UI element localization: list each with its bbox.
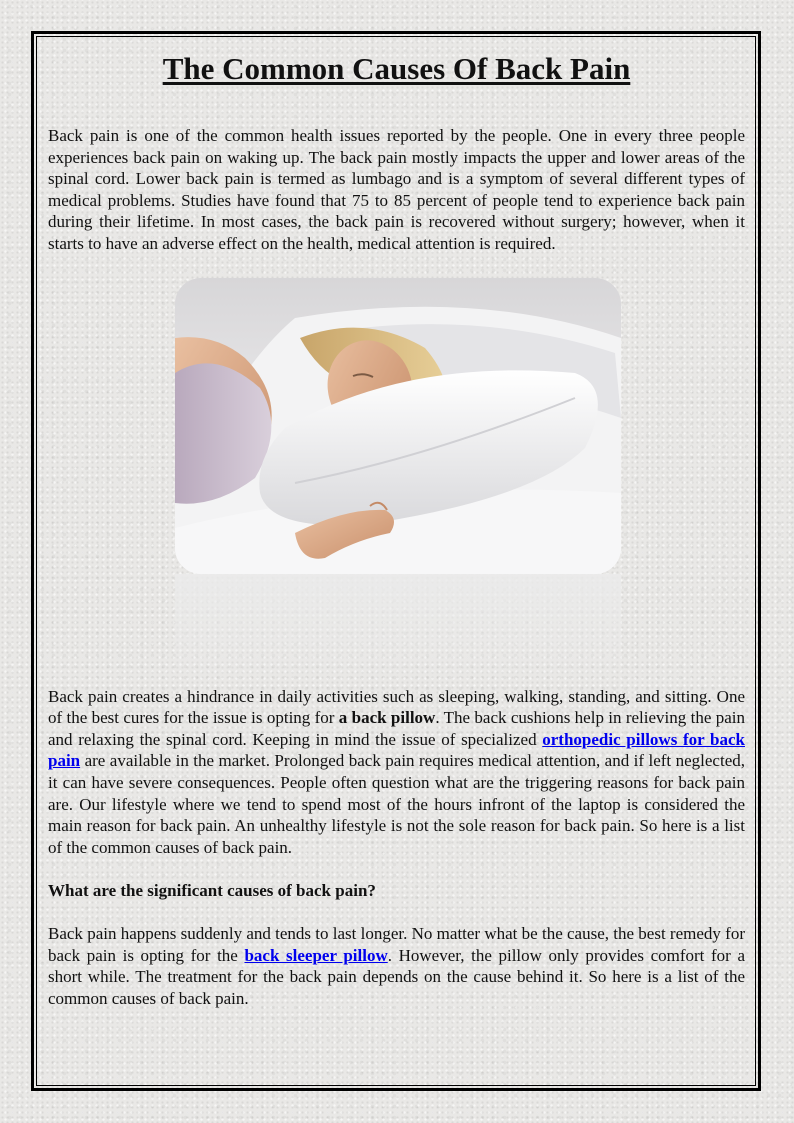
para2-text-2: . The back cushions help in relieving the pain and relaxing the spinal cord. Keeping in mind the issue of specialized — [48, 708, 745, 749]
photo-reflection — [175, 574, 621, 684]
para2-text-1: Back pain creates a hindrance in daily activities such as sleeping, walking, standing, and sitting. One of the best cures for the issue is opting for — [48, 686, 745, 728]
body-paragraph-3 — [48, 923, 745, 1009]
woman-sleeping-on-pillow-photo — [175, 278, 621, 574]
body-paragraph-2 — [48, 686, 745, 859]
back-pillow-emphasis: a back pillow — [338, 708, 436, 728]
orthopedic-pillows-link[interactable]: orthopedic pillows for back pain — [48, 729, 745, 771]
back-sleeper-pillow-link[interactable]: back sleeper pillow — [244, 945, 388, 965]
document-body — [48, 48, 745, 1009]
page-title: The Common Causes Of Back Pain — [162, 51, 631, 86]
para3-text-2: . However, the pillow only provides comfort for a short while. The treatment for the back pain depends on the cause behind it. So here is a list of the common causes of back pain. — [48, 945, 745, 1008]
section-heading: What are the significant causes of back pain? — [48, 881, 376, 901]
para2-text-3: are available in the market. Prolonged back pain requires medical attention, and if left neglected, it can have severe consequences. People often question what are the triggering reasons for back pain are. Our lifestyle where we tend to spend most of the hours infront of the laptop is considered the main reason for back pain. An unhealthy lifestyle is not the sole reason for back pain. So here is a list of the common causes of back pain. — [48, 751, 745, 857]
para3-text-1: Back pain happens suddenly and tends to last longer. No matter what be the cause, the best remedy for back pain is opting for the — [48, 923, 745, 965]
intro-paragraph: Back pain is one of the common health issues reported by the people. One in every three people experiences back pain on waking up. The back pain mostly impacts the upper and lower areas of the spinal cord. Lower back pain is termed as lumbago and is a symptom of several different types of medical problems. Studies have found that 75 to 85 percent of people tend to experience back pain during their lifetime. In most cases, the back pain is recovered without surgery; however, when it starts to have an adverse effect on the health, medical attention is required. — [48, 126, 745, 253]
